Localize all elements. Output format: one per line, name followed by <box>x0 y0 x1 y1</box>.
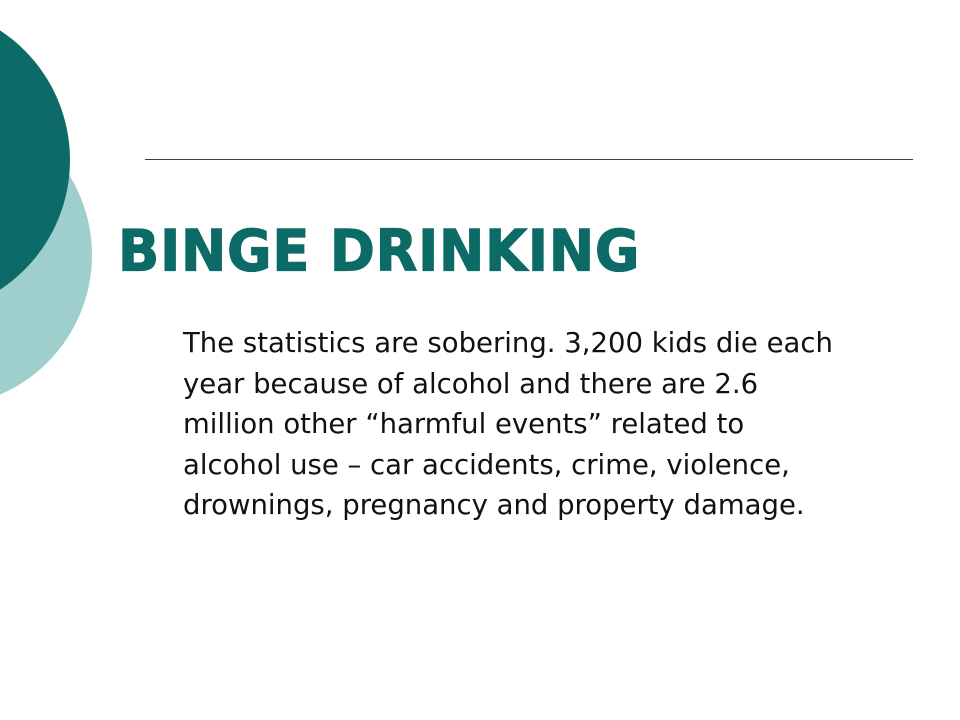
title-divider-line <box>145 159 913 160</box>
decorative-circles <box>0 0 110 400</box>
slide-body-text: The statistics are sobering. 3,200 kids die each year because of alcohol and there are 2.6 million other “harmful events” related to alcohol use – car accidents, crime, violence, drownings, pregnancy and property damage. <box>183 327 833 521</box>
slide-title: BINGE DRINKING <box>118 218 641 285</box>
